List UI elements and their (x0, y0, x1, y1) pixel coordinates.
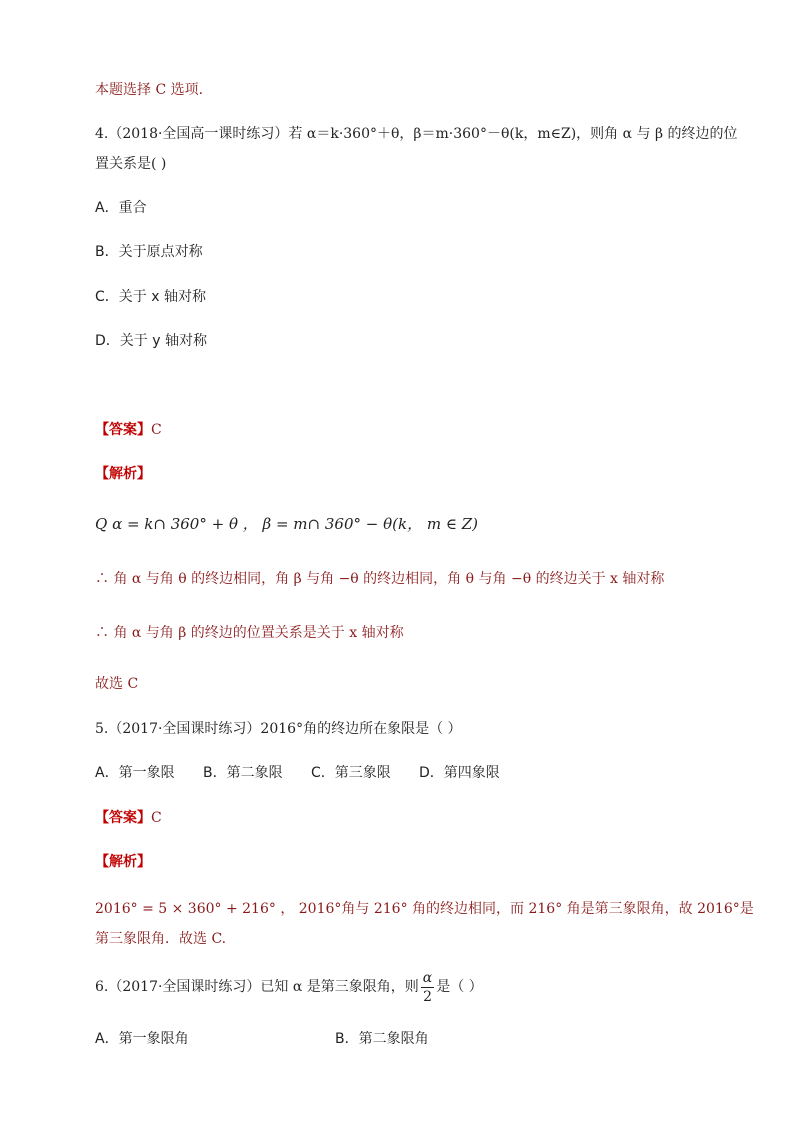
answer-value: C (151, 810, 162, 826)
answer-tag: 【答案】 (95, 810, 151, 826)
q4-analysis-conclusion: 故选 C (95, 676, 139, 692)
q5-option-d: D．第四象限 (419, 765, 500, 781)
q6-stem-pre: 6.（2017·全国课时练习）已知 α 是第三象限角，则 (95, 979, 419, 995)
q4-option-d: D．关于 y 轴对称 (95, 333, 207, 349)
fraction-numerator: α (422, 969, 433, 986)
q5-analysis-line1: 2016° = 5 × 360° + 216° ， 2016°角与 216° 角的终边相同，而 216° 角是第三象限角，故 2016°是 (95, 901, 754, 917)
q4-analysis-step2: ∴ 角 α 与角 β 的终边的位置关系是关于 x 轴对称 (95, 625, 404, 641)
q4-analysis-tag: 【解析】 (95, 466, 151, 482)
q4-stem-line1: 4.（2018·全国高一课时练习）若 α＝k·360°＋θ，β＝m·360°－θ(k，m∈Z)，则角 α 与 β 的终边的位 (95, 126, 738, 142)
q4-stem-line2: 置关系是( ) (95, 156, 167, 172)
q5-analysis-line2: 第三象限角．故选 C. (95, 931, 227, 947)
q4-option-a: A．重合 (95, 200, 147, 216)
q5-option-c: C．第三象限 (311, 765, 391, 781)
q4-analysis-formula: Q α = k∩ 360° + θ ， β = m∩ 360° − θ(k， m ∈ Z) (95, 515, 478, 533)
answer-value: C (151, 422, 162, 438)
q6-option-a: A．第一象限角 (95, 1031, 189, 1047)
q6-stem-post: 是（ ） (436, 979, 483, 995)
q5-options (95, 763, 500, 783)
fraction-denominator: 2 (423, 988, 432, 1005)
fraction-alpha-over-2 (421, 969, 434, 1006)
q4-analysis-step1: ∴ 角 α 与角 θ 的终边相同，角 β 与角 −θ 的终边相同，角 θ 与角 −θ 的终边关于 x 轴对称 (95, 571, 665, 587)
q6-stem (95, 968, 483, 1006)
q5-analysis-tag: 【解析】 (95, 854, 151, 870)
prev-conclusion: 本题选择 C 选项. (95, 82, 204, 98)
q4-option-c: C．关于 x 轴对称 (95, 289, 206, 305)
q4-option-b: B．关于原点对称 (95, 244, 203, 260)
q4-answer (95, 420, 162, 440)
answer-tag: 【答案】 (95, 422, 151, 438)
q6-option-b: B．第二象限角 (335, 1031, 429, 1047)
q5-answer (95, 808, 162, 828)
q5-option-b: B．第二象限 (203, 765, 283, 781)
q5-stem: 5.（2017·全国课时练习）2016°角的终边所在象限是（ ） (95, 721, 462, 737)
q5-option-a: A．第一象限 (95, 765, 175, 781)
q6-options (95, 1029, 429, 1049)
